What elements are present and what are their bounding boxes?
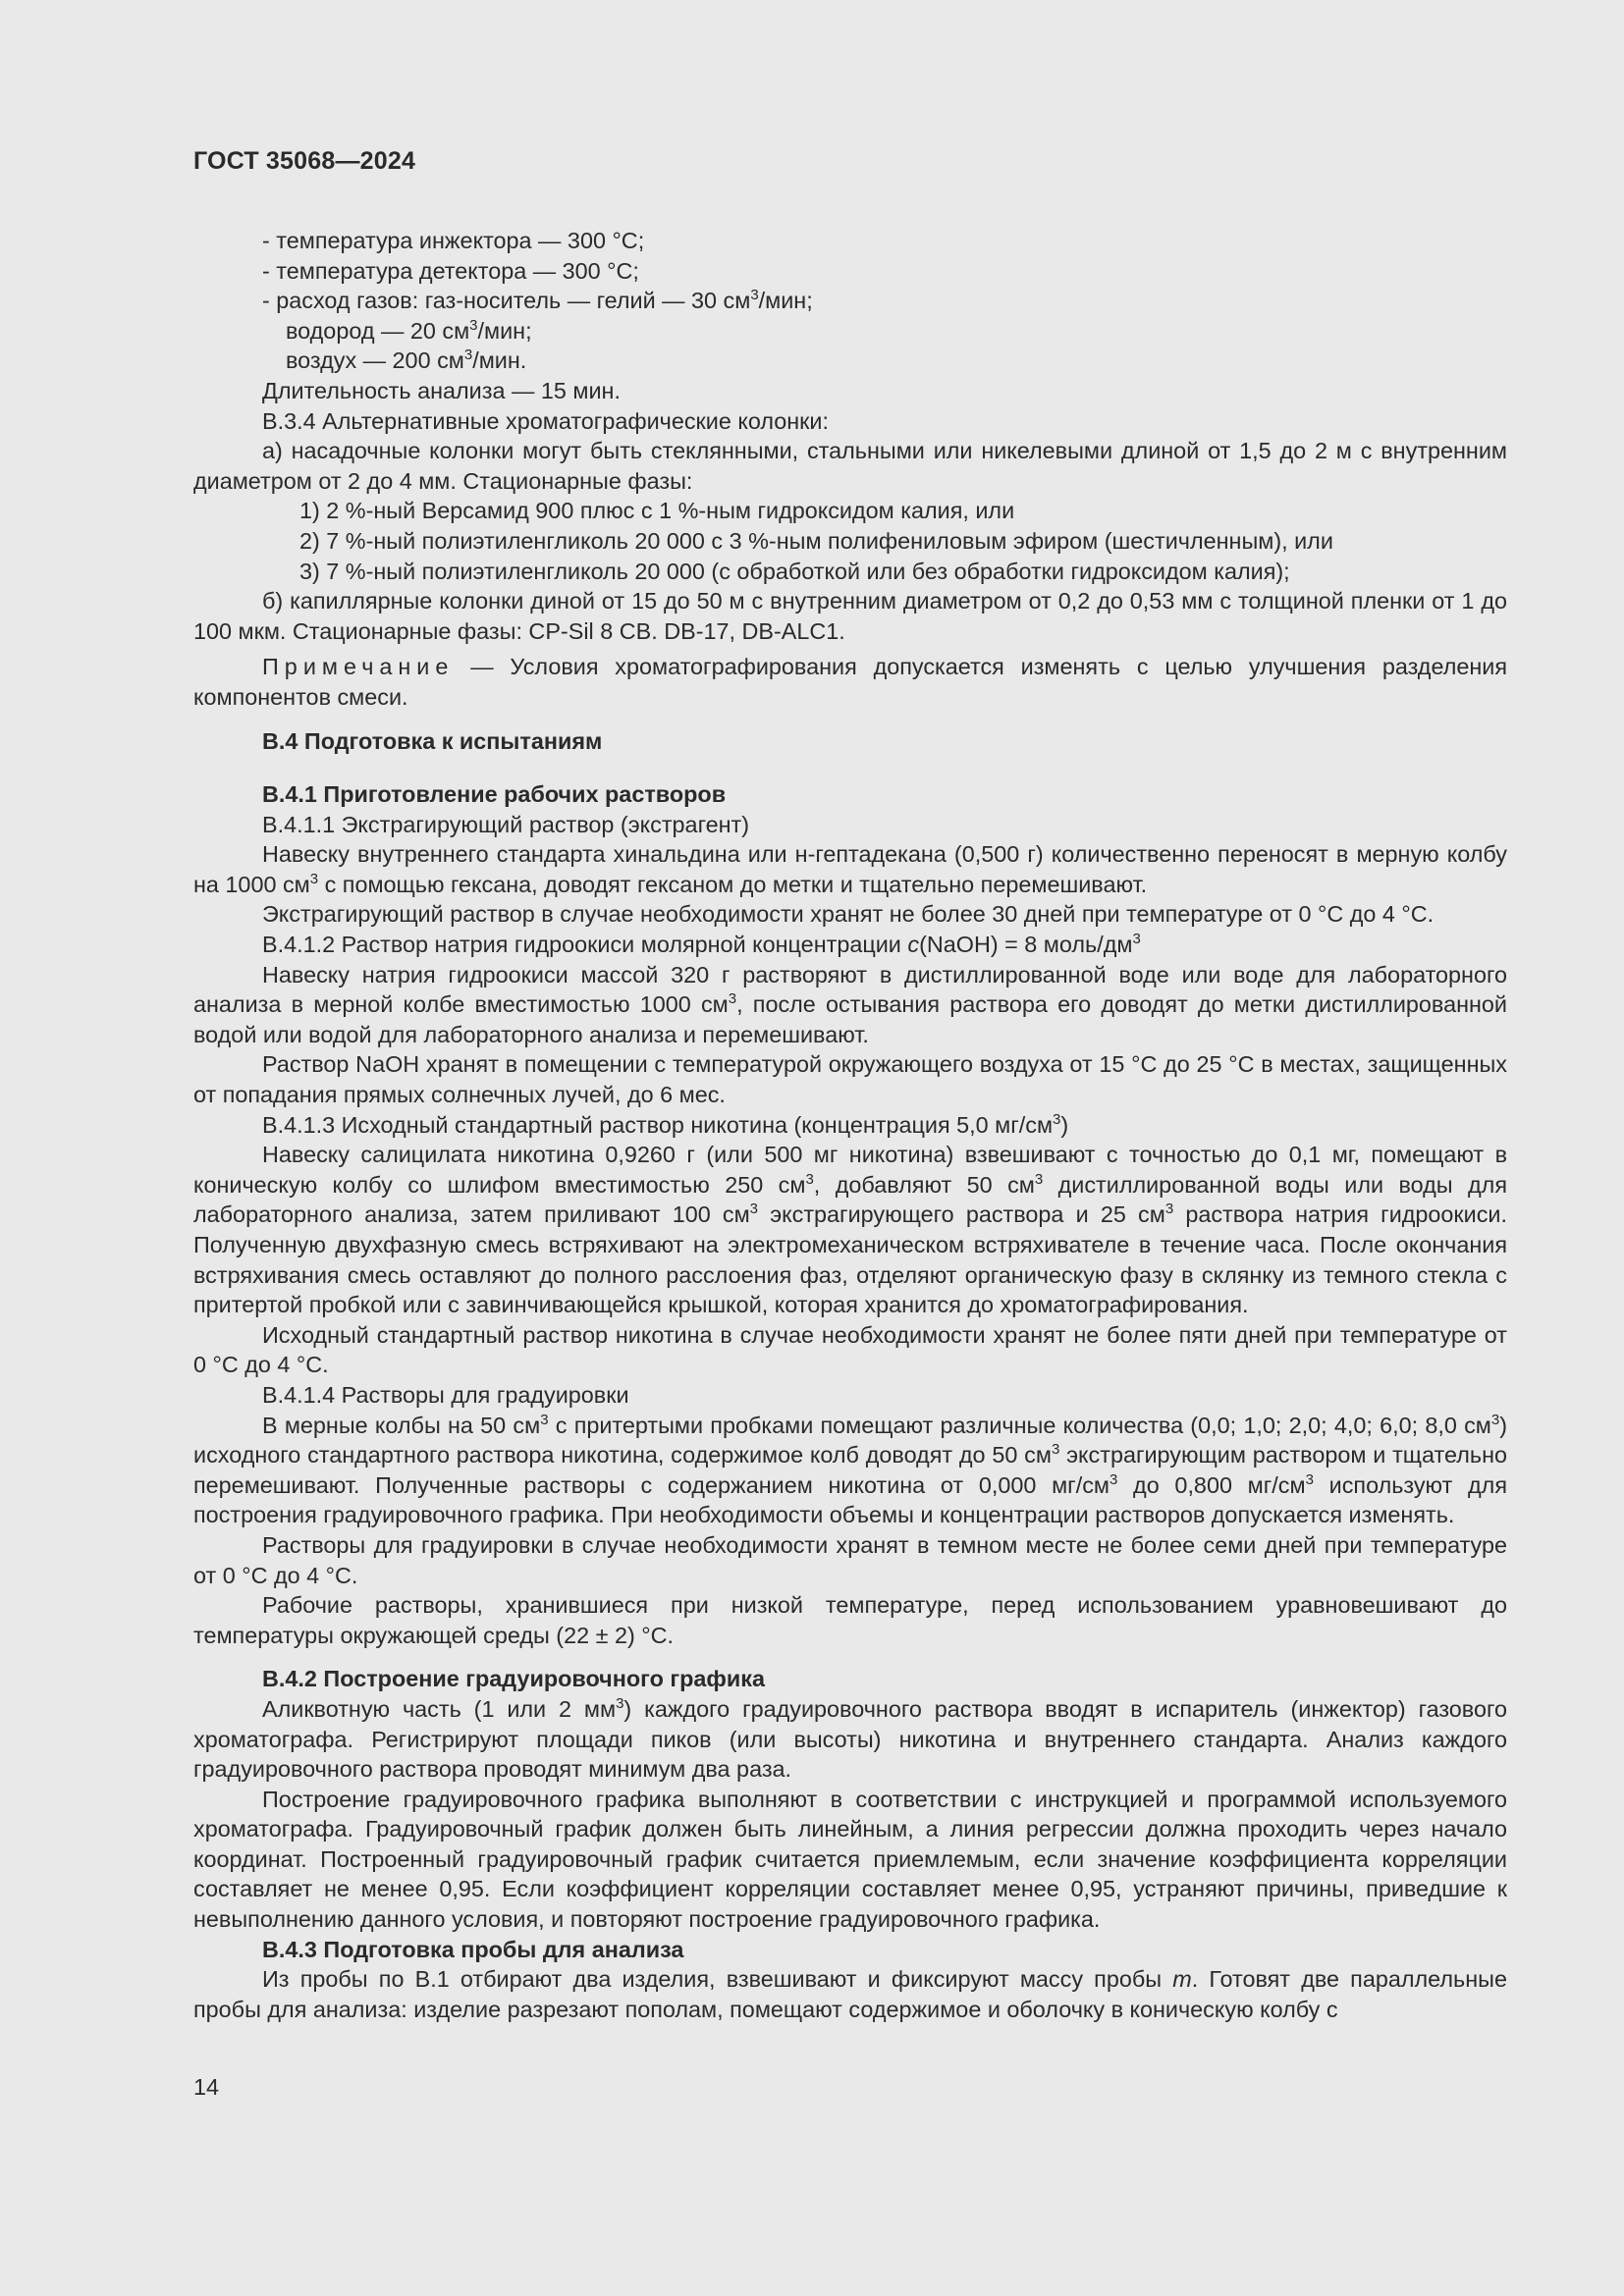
list-item: 1) 2 %-ный Версамид 900 плюс с 1 %-ным гидроксидом калия, или bbox=[299, 498, 1015, 524]
paragraph: В мерные колбы на 50 $см^3$ с притертыми пробками помещают различные количества (0,0; 1,0; 2,0; 4,0; 6,0; 8,0 $см^3$) исходного стандартного раствора никотина, содержимое колб доводят до 50 $см^3$ экстрагирующим раствором и тщательно перемешивают. Полученные растворы с содержанием никотина от 0,000 $мг/см^3$ до 0,800 $мг/см^3$ используют для построения градуировочного графика. При необходимости объемы и концентрации растворов допускается изменять. bbox=[193, 1411, 1508, 1528]
document-body bbox=[193, 226, 1507, 2024]
clause-heading: B.4.1.3 Исходный стандартный раствор никотина (концентрация 5,0 $мг/см^3$) bbox=[262, 1110, 1069, 1138]
paragraph: Рабочие растворы, хранившиеся при низкой температуре, перед использованием уравновешивают до температуры окружающей среды (22 ± 2) °C. bbox=[193, 1592, 1507, 1648]
section-heading: B.4.3 Подготовка пробы для анализа bbox=[262, 1936, 684, 1962]
paragraph: б) капиллярные колонки диной от 15 до 50 м с внутренним диаметром от 0,2 до 0,53 мм с толщиной пленки от 1 до 100 мкм. Стационарные фазы: CP-Sil 8 CB. DB-17, DB-ALC1. bbox=[193, 588, 1507, 644]
paragraph: Раствор NaOH хранят в помещении с температурой окружающего воздуха от 15 °C до 25 °C в местах, защищенных от попадания прямых солнечных лучей, до 6 мес. bbox=[193, 1051, 1507, 1108]
paragraph: Аликвотную часть (1 или 2 $мм^3$) каждого градуировочного раствора вводят в испаритель (инжектор) газового хроматографа. Регистрируют площади пиков (или высоты) никотина и внутреннего стандарта. Анализ каждого градуировочного раствора проводят минимум два раза. bbox=[193, 1694, 1507, 1783]
section-heading: B.4.2 Построение градуировочного графика bbox=[262, 1666, 765, 1692]
paragraph: Исходный стандартный раствор никотина в случае необходимости хранят не более пяти дней при температуре от 0 °C до 4 °C. bbox=[193, 1321, 1507, 1378]
page-number: 14 bbox=[193, 2074, 220, 2100]
note-label: Примечание bbox=[262, 654, 455, 680]
section-heading: B.4 Подготовка к испытаниям bbox=[262, 727, 603, 754]
note: Примечание — Условия хроматографирования допускается изменять с целью улучшения разделения компонентов смеси. bbox=[193, 654, 1507, 710]
paragraph: Навеску внутреннего стандарта хинальдина или н-гептадекана (0,500 г) количественно переносят в мерную колбу на 1000 $см^3$ с помощью гексана, доводят гексаном до метки и тщательно перемешивают. bbox=[193, 841, 1507, 897]
list-item: 2) 7 %-ный полиэтиленгликоль 20 000 с 3 %-ным полифениловым эфиром (шестичленным), или bbox=[299, 527, 1333, 554]
list-item: водород — 20 $см^3$/мин; bbox=[286, 316, 532, 344]
clause-heading: B.4.1.1 Экстрагирующий раствор (экстрагент) bbox=[262, 811, 750, 837]
paragraph: Растворы для градуировки в случае необходимости хранят в темном месте не более семи дней при температуре от 0 °C до 4 °C. bbox=[193, 1531, 1507, 1588]
paragraph: Длительность анализа — 15 мин. bbox=[262, 377, 621, 403]
paragraph: Экстрагирующий раствор в случае необходимости хранят не более 30 дней при температуре от 0 °C до 4 °C. bbox=[262, 901, 1435, 928]
clause-heading: B.4.1.2 Раствор натрия гидроокиси молярной концентрации c(NaOH) = 8 моль/$дм^3$ bbox=[262, 931, 1141, 958]
list-item: 3) 7 %-ный полиэтиленгликоль 20 000 (с обработкой или без обработки гидроксидом калия); bbox=[299, 558, 1290, 584]
paragraph: Из пробы по B.1 отбирают два изделия, взвешивают и фиксируют массу пробы m. Готовят две параллельные пробы для анализа: изделие разрезают пополам, помещают содержимое и оболочку в коническую колбу с bbox=[193, 1966, 1507, 2022]
standard-header: ГОСТ 35068—2024 bbox=[193, 147, 416, 175]
list-item: - температура инжектора — 300 °C; bbox=[262, 228, 645, 253]
section-heading: B.4.1 Приготовление рабочих растворов bbox=[262, 781, 727, 808]
paragraph: Навеску салицилата никотина 0,9260 г (или 500 мг никотина) взвешивают с точностью до 0,1 мг, помещают в коническую колбу со шлифом вместимостью 250 $см^3$, добавляют 50 $см^3$ дистиллированной воды или воды для лабораторного анализа, затем приливают 100 $см^3$ экстрагирующего раствора и 25 $см^3$ раствора натрия гидроокиси. Полученную двухфазную смесь встряхивают на электромеханическом встряхивателе в течение часа. После окончания встряхивания смесь оставляют до полного расслоения фаз, отделяют органическую фазу в склянку из темного стекла с притертой пробкой или с завинчивающейся крышкой, которая хранится до хроматографирования. bbox=[193, 1142, 1507, 1318]
clause-heading: B.4.1.4 Растворы для градуировки bbox=[262, 1381, 629, 1408]
paragraph: а) насадочные колонки могут быть стеклянными, стальными или никелевыми длиной от 1,5 до 2 м с внутренним диаметром от 2 до 4 мм. Стационарные фазы: bbox=[193, 438, 1507, 494]
clause-heading: B.3.4 Альтернативные хроматографические колонки: bbox=[262, 407, 829, 434]
paragraph: Навеску натрия гидроокиси массой 320 г растворяют в дистиллированной воде или воде для лабораторного анализа в мерной колбе вместимостью 1000 $см^3$, после остывания раствора его доводят до метки дистиллированной водой или водой для лабораторного анализа и перемешивают. bbox=[193, 961, 1507, 1047]
paragraph: Построение градуировочного графика выполняют в соответствии с инструкцией и программой используемого хроматографа. Градуировочный график должен быть линейным, а линия регрессии должна проходить через начало координат. Построенный градуировочный график считается приемлемым, если значение коэффициента корреляции составляет не менее 0,95. Если коэффициент корреляции составляет менее 0,95, устраняют причины, приведшие к невыполнению данного условия, и повторяют построение градуировочного графика. bbox=[193, 1786, 1507, 1933]
list-item: воздух — 200 $см^3$/мин. bbox=[286, 347, 527, 374]
list-item: - расход газов: газ-носитель — гелий — 30 $см^3$/мин; bbox=[262, 287, 813, 314]
list-item: - температура детектора — 300 °C; bbox=[262, 257, 639, 284]
